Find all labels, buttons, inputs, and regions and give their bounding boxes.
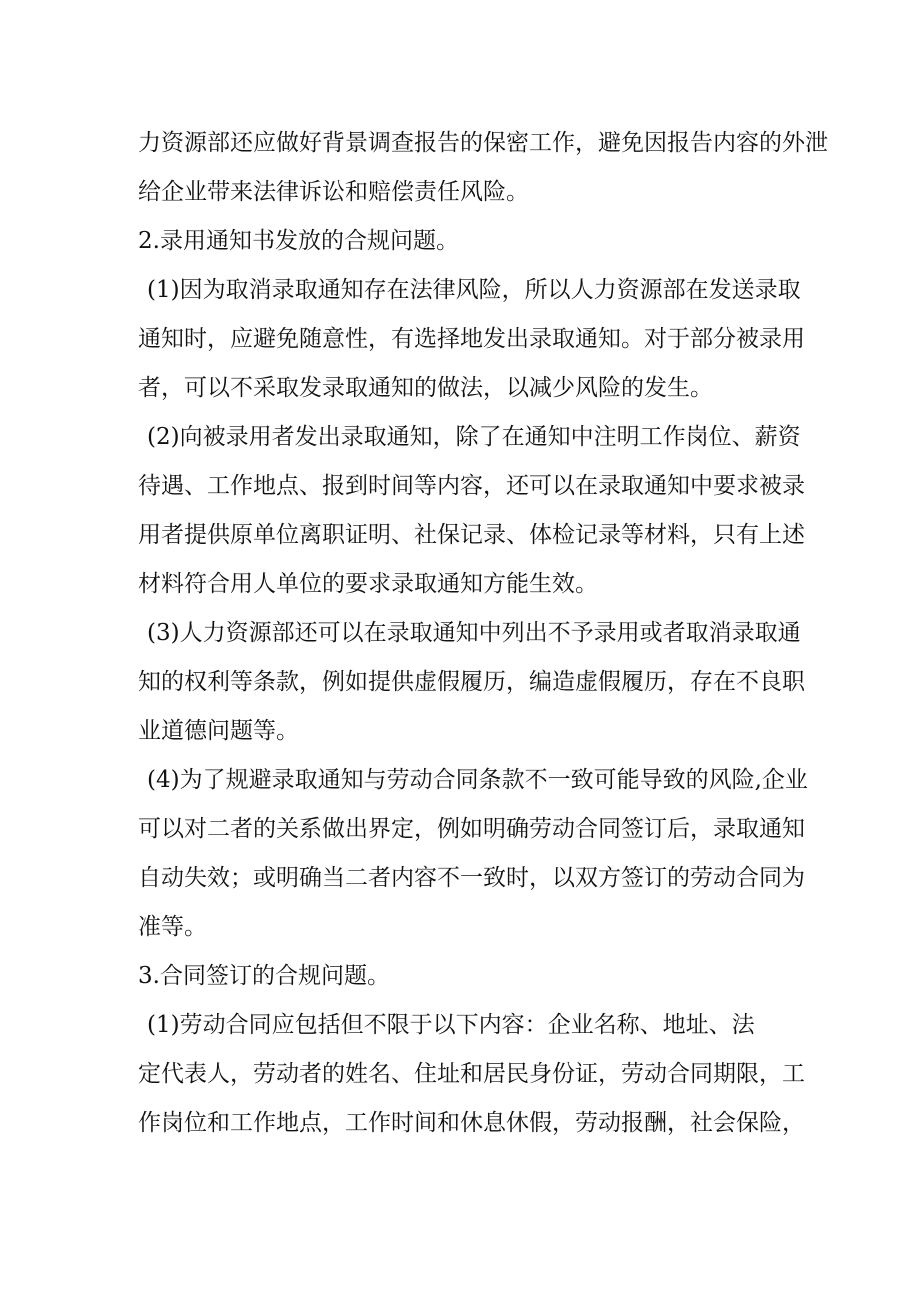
section-heading-2: 2.录用通知书发放的合规问题。 (138, 228, 459, 254)
text-line-5: 通知时，应避免随意性，有选择地发出录取通知。对于部分被录用 (138, 326, 805, 352)
text-line-1: 力资源部还应做好背景调查报告的保密工作，避免因报告内容的外泄 (138, 130, 828, 156)
text-line-4: (1)因为取消录取通知存在法律风险，所以人力资源部在发送录取 (147, 277, 801, 303)
text-line-7: (2)向被录用者发出录取通知，除了在通知中注明工作岗位、薪资 (147, 424, 801, 450)
text-line-14: (4)为了规避录取通知与劳动合同条款不一致可能导致的风险,企业 (147, 767, 808, 793)
text-line-11: (3)人力资源部还可以在录取通知中列出不予录用或者取消录取通 (147, 620, 801, 646)
text-line-17: 准等。 (138, 914, 207, 940)
text-line-8: 待遇、工作地点、报到时间等内容，还可以在录取通知中要求被录 (138, 473, 805, 499)
text-line-2: 给企业带来法律诉讼和赔偿责任风险。 (138, 179, 529, 205)
text-line-16: 自动失效；或明确当二者内容不一致时，以双方签订的劳动合同为 (138, 865, 805, 891)
text-line-6: 者，可以不采取发录取通知的做法，以减少风险的发生。 (138, 375, 713, 401)
section-heading-3: 3.合同签订的合规问题。 (138, 963, 390, 989)
text-line-13: 业道德问题等。 (138, 718, 299, 744)
text-line-19: (1)劳动合同应包括但不限于以下内容：企业名称、地址、法 (147, 1012, 755, 1038)
text-line-15: 可以对二者的关系做出界定，例如明确劳动合同签订后，录取通知 (138, 816, 805, 842)
text-line-12: 知的权利等条款，例如提供虚假履历，编造虚假履历，存在不良职 (138, 669, 805, 695)
text-line-10: 材料符合用人单位的要求录取通知方能生效。 (138, 571, 598, 597)
text-line-21: 作岗位和工作地点，工作时间和休息休假，劳动报酬，社会保险， (138, 1110, 805, 1136)
text-line-9: 用者提供原单位离职证明、社保记录、体检记录等材料，只有上述 (138, 522, 805, 548)
text-line-20: 定代表人，劳动者的姓名、住址和居民身份证，劳动合同期限，工 (138, 1061, 805, 1087)
